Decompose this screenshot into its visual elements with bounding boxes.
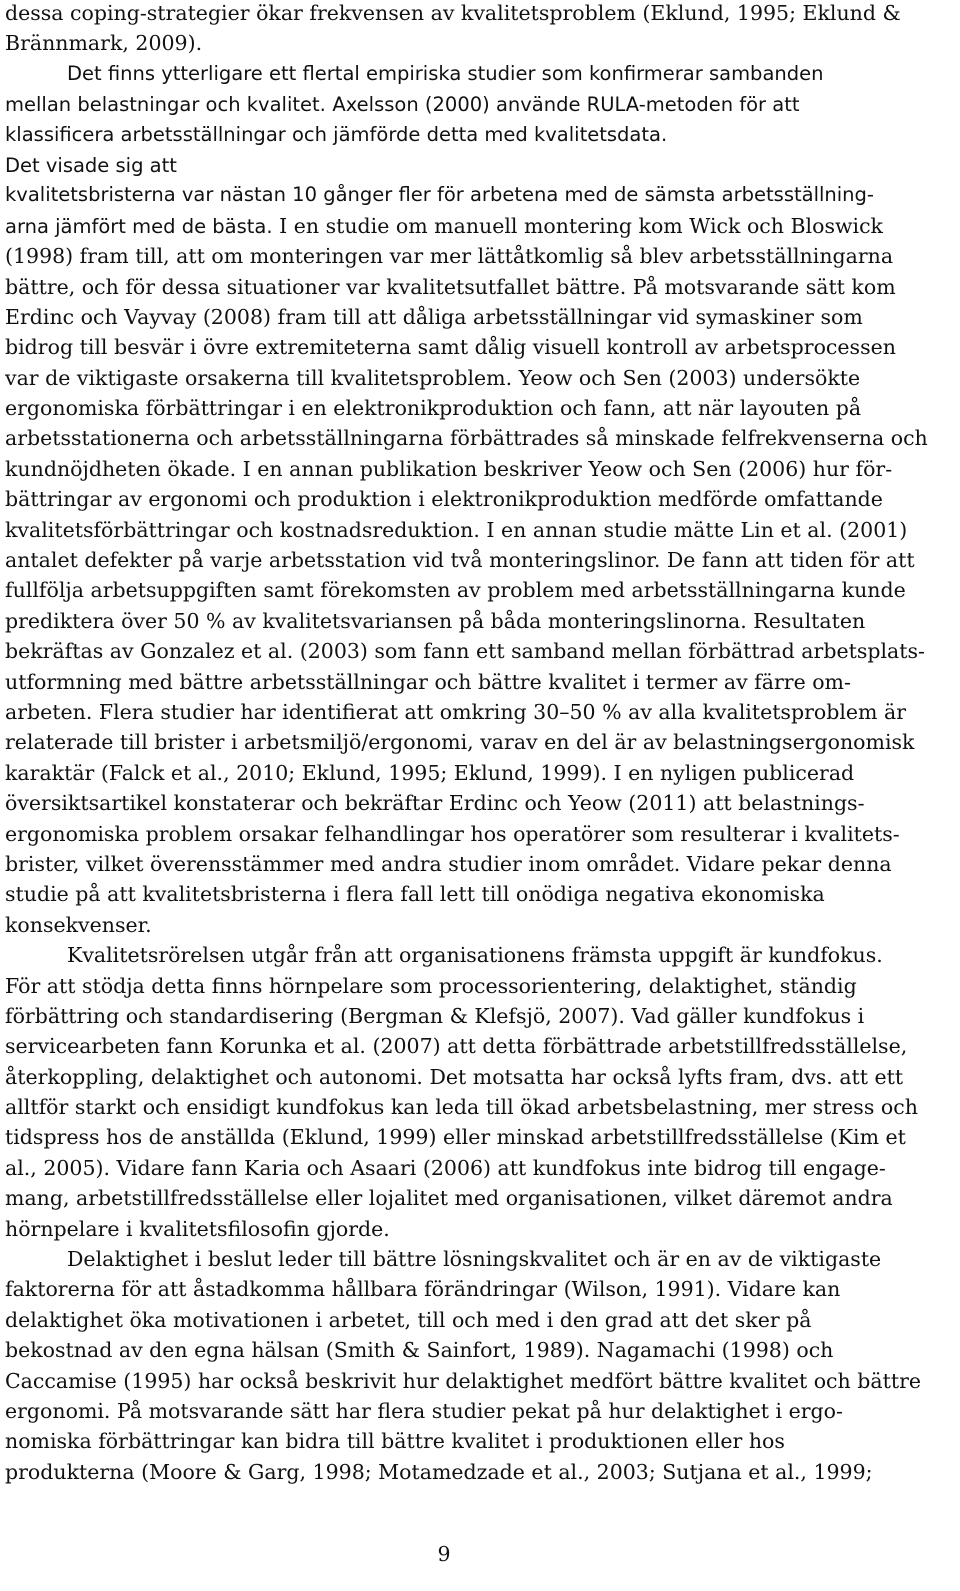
text-line: översiktsartikel konstaterar och bekräftar Erdinc och Yeow (2011) att belastnings-: [5, 791, 865, 816]
text-line: [5, 150, 955, 180]
text-line: förbättring och standardisering (Bergman & Klefsjö, 2007). Vad gäller kundfokus i: [5, 1003, 865, 1028]
text-segment: Axelsson (2000) använde RULA-metoden för att: [332, 93, 800, 117]
text-line: Det finns ytterligare ett flertal empiriska studier som konfirmerar sambanden: [67, 61, 824, 85]
text-line: brister, vilket överensstämmer med andra studier inom området. Vidare pekar denna: [5, 851, 892, 876]
text-line: al., 2005). Vidare fann Karia och Asaari (2006) att kundfokus inte bidrog till engage-: [5, 1155, 886, 1180]
text-line: karaktär (Falck et al., 2010; Eklund, 1995; Eklund, 1999). I en nyligen publicerad: [5, 760, 855, 785]
text-line: antalet defekter på varje arbetsstation vid två monteringslinor. De fann att tiden för att: [5, 548, 915, 573]
text-line: ergonomi. På motsvarande sätt har flera studier pekat på hur delaktighet i ergo-: [5, 1398, 843, 1423]
text-line: fullfölja arbetsuppgiften samt förekomsten av problem med arbetsställningarna kunde: [5, 578, 906, 603]
text-line: bättre, och för dessa situationer var kvalitetsutfallet bättre. På motsvarande sätt kom: [5, 274, 896, 299]
text-line: var de viktigaste orsakerna till kvalitetsproblem. Yeow och Sen (2003) undersökte: [5, 365, 861, 390]
text-line: tidspress hos de anställda (Eklund, 1999) eller minskad arbetstillfredsställelse (Kim et: [5, 1125, 906, 1150]
text-line: bekostnad av den egna hälsan (Smith & Sainfort, 1989). Nagamachi (1998) och: [5, 1338, 834, 1363]
text-line: (1998) fram till, att om monteringen var mer lättåtkomlig så blev arbetsställningarna: [5, 244, 894, 269]
text-line: återkoppling, delaktighet och autonomi. Det motsatta har också lyfts fram, dvs. att ett: [5, 1064, 904, 1089]
text-line: klassificera arbetsställningar och jämförde detta med kvalitetsdata.: [5, 122, 668, 146]
text-line: Erdinc och Vayvay (2008) fram till att dåliga arbetsställningar vid symaskiner som: [5, 304, 863, 329]
text-line: faktorerna för att åstadkomma hållbara förändringar (Wilson, 1991). Vidare kan: [5, 1277, 841, 1302]
text-segment: I en studie om manuell montering kom Wick och Bloswick: [279, 213, 883, 238]
text-line: studie på att kvalitetsbristerna i flera fall lett till onödiga negativa ekonomiska: [5, 882, 825, 907]
text-line: arbetsstationerna och arbetsställningarna förbättrades så minskade felfrekvenserna och: [5, 426, 928, 451]
text-line: relaterade till brister i arbetsmiljö/ergonomi, varav en del är av belastningsergonomisk: [5, 730, 915, 755]
text-line: kundnöjdheten ökade. I en annan publikation beskriver Yeow och Sen (2006) hur för-: [5, 456, 893, 481]
text-line: ergonomiska förbättringar i en elektronikproduktion och fann, att när layouten på: [5, 396, 862, 421]
text-line: Delaktighet i beslut leder till bättre lösningskvalitet och är en av de viktigaste: [67, 1247, 882, 1272]
text-segment: arna jämfört med de bästa.: [5, 214, 273, 238]
body-text: [5, 0, 955, 1487]
text-line: delaktighet öka motivationen i arbetet, till och med i den grad att det sker på: [5, 1307, 812, 1332]
text-line: ergonomiska problem orsakar felhandlingar hos operatörer som resulterar i kvalitets-: [5, 821, 900, 846]
page-number: 9: [437, 1542, 451, 1566]
text-line: nomiska förbättringar kan bidra till bättre kvalitet i produktionen eller hos: [5, 1429, 785, 1454]
text-line: [5, 89, 955, 119]
text-line: bekräftas av Gonzalez et al. (2003) som fann ett samband mellan förbättrad arbetsplats-: [5, 639, 925, 664]
text-line: servicearbeten fann Korunka et al. (2007) att detta förbättrade arbetstillfredsställelse,: [5, 1034, 908, 1059]
text-line: utformning med bättre arbetsställningar och bättre kvalitet i termer av färre om-: [5, 669, 851, 694]
text-line: kvalitetsbristerna var nästan 10 gånger fler för arbetena med de sämsta arbetsställning-: [5, 183, 874, 207]
text-line: hörnpelare i kvalitetsfilosofin gjorde.: [5, 1216, 390, 1241]
text-segment: mellan belastningar och kvalitet.: [5, 93, 326, 117]
text-line: bättringar av ergonomi och produktion i elektronikproduktion medförde omfattande: [5, 487, 883, 512]
text-segment: Det visade sig att: [5, 153, 177, 177]
text-line: [5, 211, 955, 241]
text-line: alltför starkt och ensidigt kundfokus kan leda till ökad arbetsbelastning, mer stress och: [5, 1095, 918, 1120]
text-line: Caccamise (1995) har också beskrivit hur delaktighet medfört bättre kvalitet och bättre: [5, 1368, 922, 1393]
text-line: kvalitetsförbättringar och kostnadsreduktion. I en annan studie mätte Lin et al. (2001): [5, 517, 908, 542]
text-line: produkterna (Moore & Garg, 1998; Motamedzade et al., 2003; Sutjana et al., 1999;: [5, 1459, 873, 1484]
text-line: Brännmark, 2009).: [5, 31, 203, 56]
text-line: prediktera över 50 % av kvalitetsvariansen på båda monteringslinorna. Resultaten: [5, 608, 866, 633]
text-line: För att stödja detta finns hörnpelare som processorientering, delaktighet, ständig: [5, 973, 857, 998]
text-line: bidrog till besvär i övre extremiteterna samt dålig visuell kontroll av arbetsprocessen: [5, 335, 896, 360]
text-line: arbeten. Flera studier har identifierat att omkring 30–50 % av alla kvalitetsproblem är: [5, 699, 907, 724]
text-line: konsekvenser.: [5, 912, 152, 937]
text-line: dessa coping-strategier ökar frekvensen av kvalitetsproblem (Eklund, 1995; Eklund &: [5, 1, 901, 25]
text-line: Kvalitetsrörelsen utgår från att organisationens främsta uppgift är kundfokus.: [67, 943, 883, 968]
text-line: mang, arbetstillfredsställelse eller lojalitet med organisationen, vilket däremot andra: [5, 1186, 893, 1211]
